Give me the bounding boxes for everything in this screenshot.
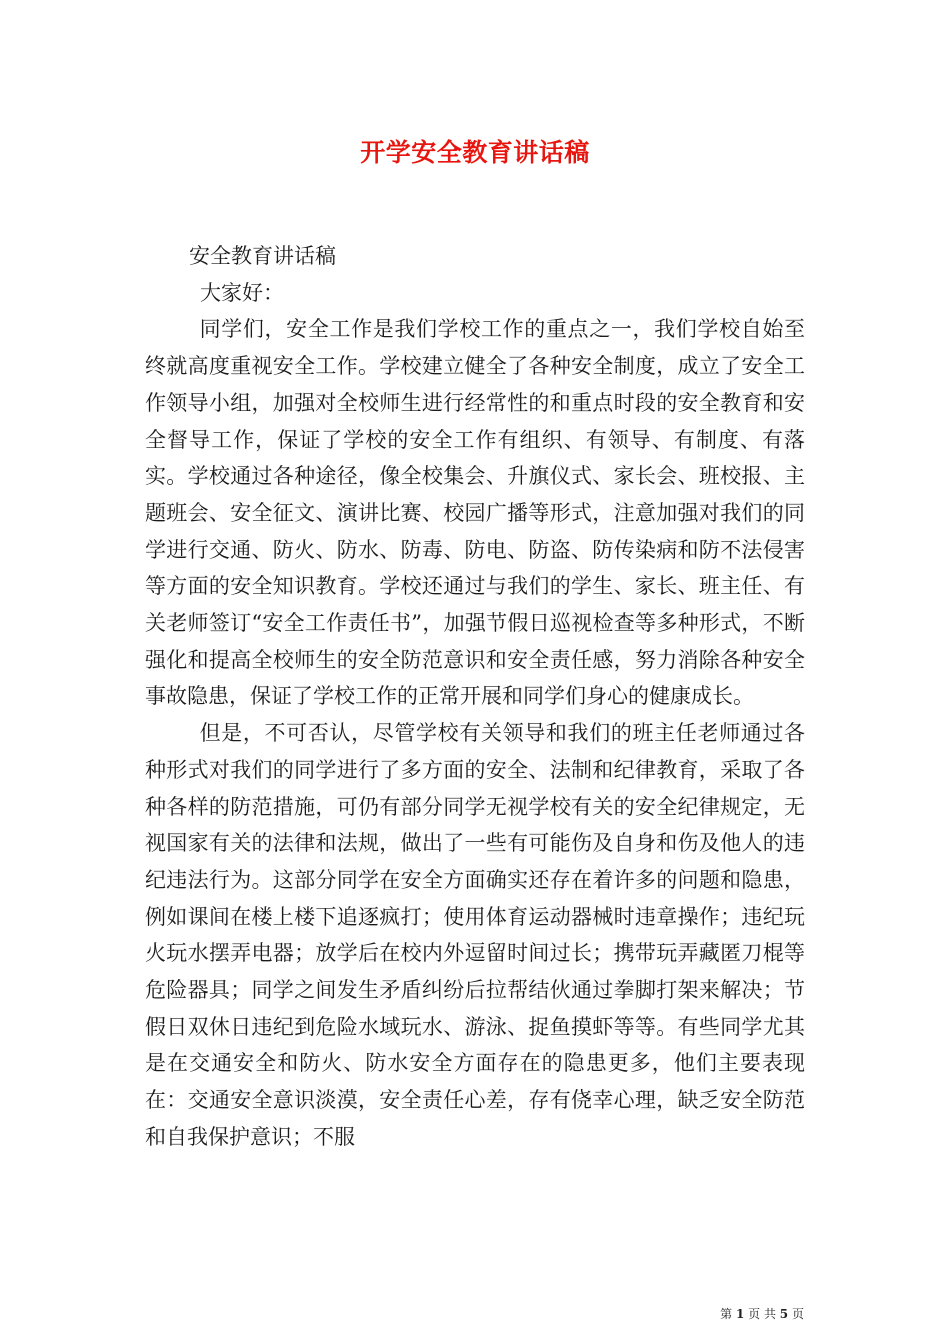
greeting: 大家好： [200,280,284,305]
paragraph-1: 同学们，安全工作是我们学校工作的重点之一，我们学校自始至终就高度重视安全工作。学校建立健全了各种安全制度，成立了安全工作领导小组，加强对全校师生进行经常性的和重点时段的安全教育和安全督导工作，保证了学校的安全工作有组织、有领导、有制度、有落实。学校通过各种途径，像全校集会、升旗仪式、家长会、班校报、主题班会、安全征文、演讲比赛、校园广播等形式，注意加强对我们的同学进行交通、防火、防水、防毒、防电、防盗、防传染病和防不法侵害等方面的安全知识教育。学校还通过与我们的学生、家长、班主任、有关老师签订“安全工作责任书”，加强节假日巡视检查等多种形式，不断强化和提高全校师生的安全防范意识和安全责任感，努力消除各种安全事故隐患，保证了学校工作的正常开展和同学们身心的健康成长。 [145,317,805,709]
page-title: 开学安全教育讲话稿 [360,138,590,167]
paragraph-2: 但是，不可否认，尽管学校有关领导和我们的班主任老师通过各种形式对我们的同学进行了多方面的安全、法制和纪律教育，采取了各种各样的防范措施，可仍有部分同学无视学校有关的安全纪律规定，无视国家有关的法律和法规，做出了一些有可能伤及自身和伤及他人的违纪违法行为。这部分同学在安全方面确实还存在着许多的问题和隐患，例如课间在楼上楼下追逐疯打；使用体育运动器械时违章操作；违纪玩火玩水摆弄电器；放学后在校内外逗留时间过长；携带玩弄藏匿刀棍等危险器具；同学之间发生矛盾纠纷后拉帮结伙通过拳脚打架来解决；节假日双休日违纪到危险水域玩水、游泳、捉鱼摸虾等等。有些同学尤其是在交通安全和防火、防水安全方面存在的隐患更多，他们主要表现在：交通安全意识淡漠，安全责任心差，存有侥幸心理，缺乏安全防范和自我保护意识；不服 [145,721,805,1149]
footer-prefix: 第 [720,1307,733,1321]
document-subtitle: 安全教育讲话稿 [189,244,336,268]
footer-current-page: 1 [735,1307,745,1321]
footer-middle: 页 共 [748,1307,776,1321]
footer-suffix: 页 [791,1307,804,1321]
page-footer [720,1305,804,1322]
footer-total-pages: 5 [779,1307,789,1321]
document-body [145,238,805,1156]
